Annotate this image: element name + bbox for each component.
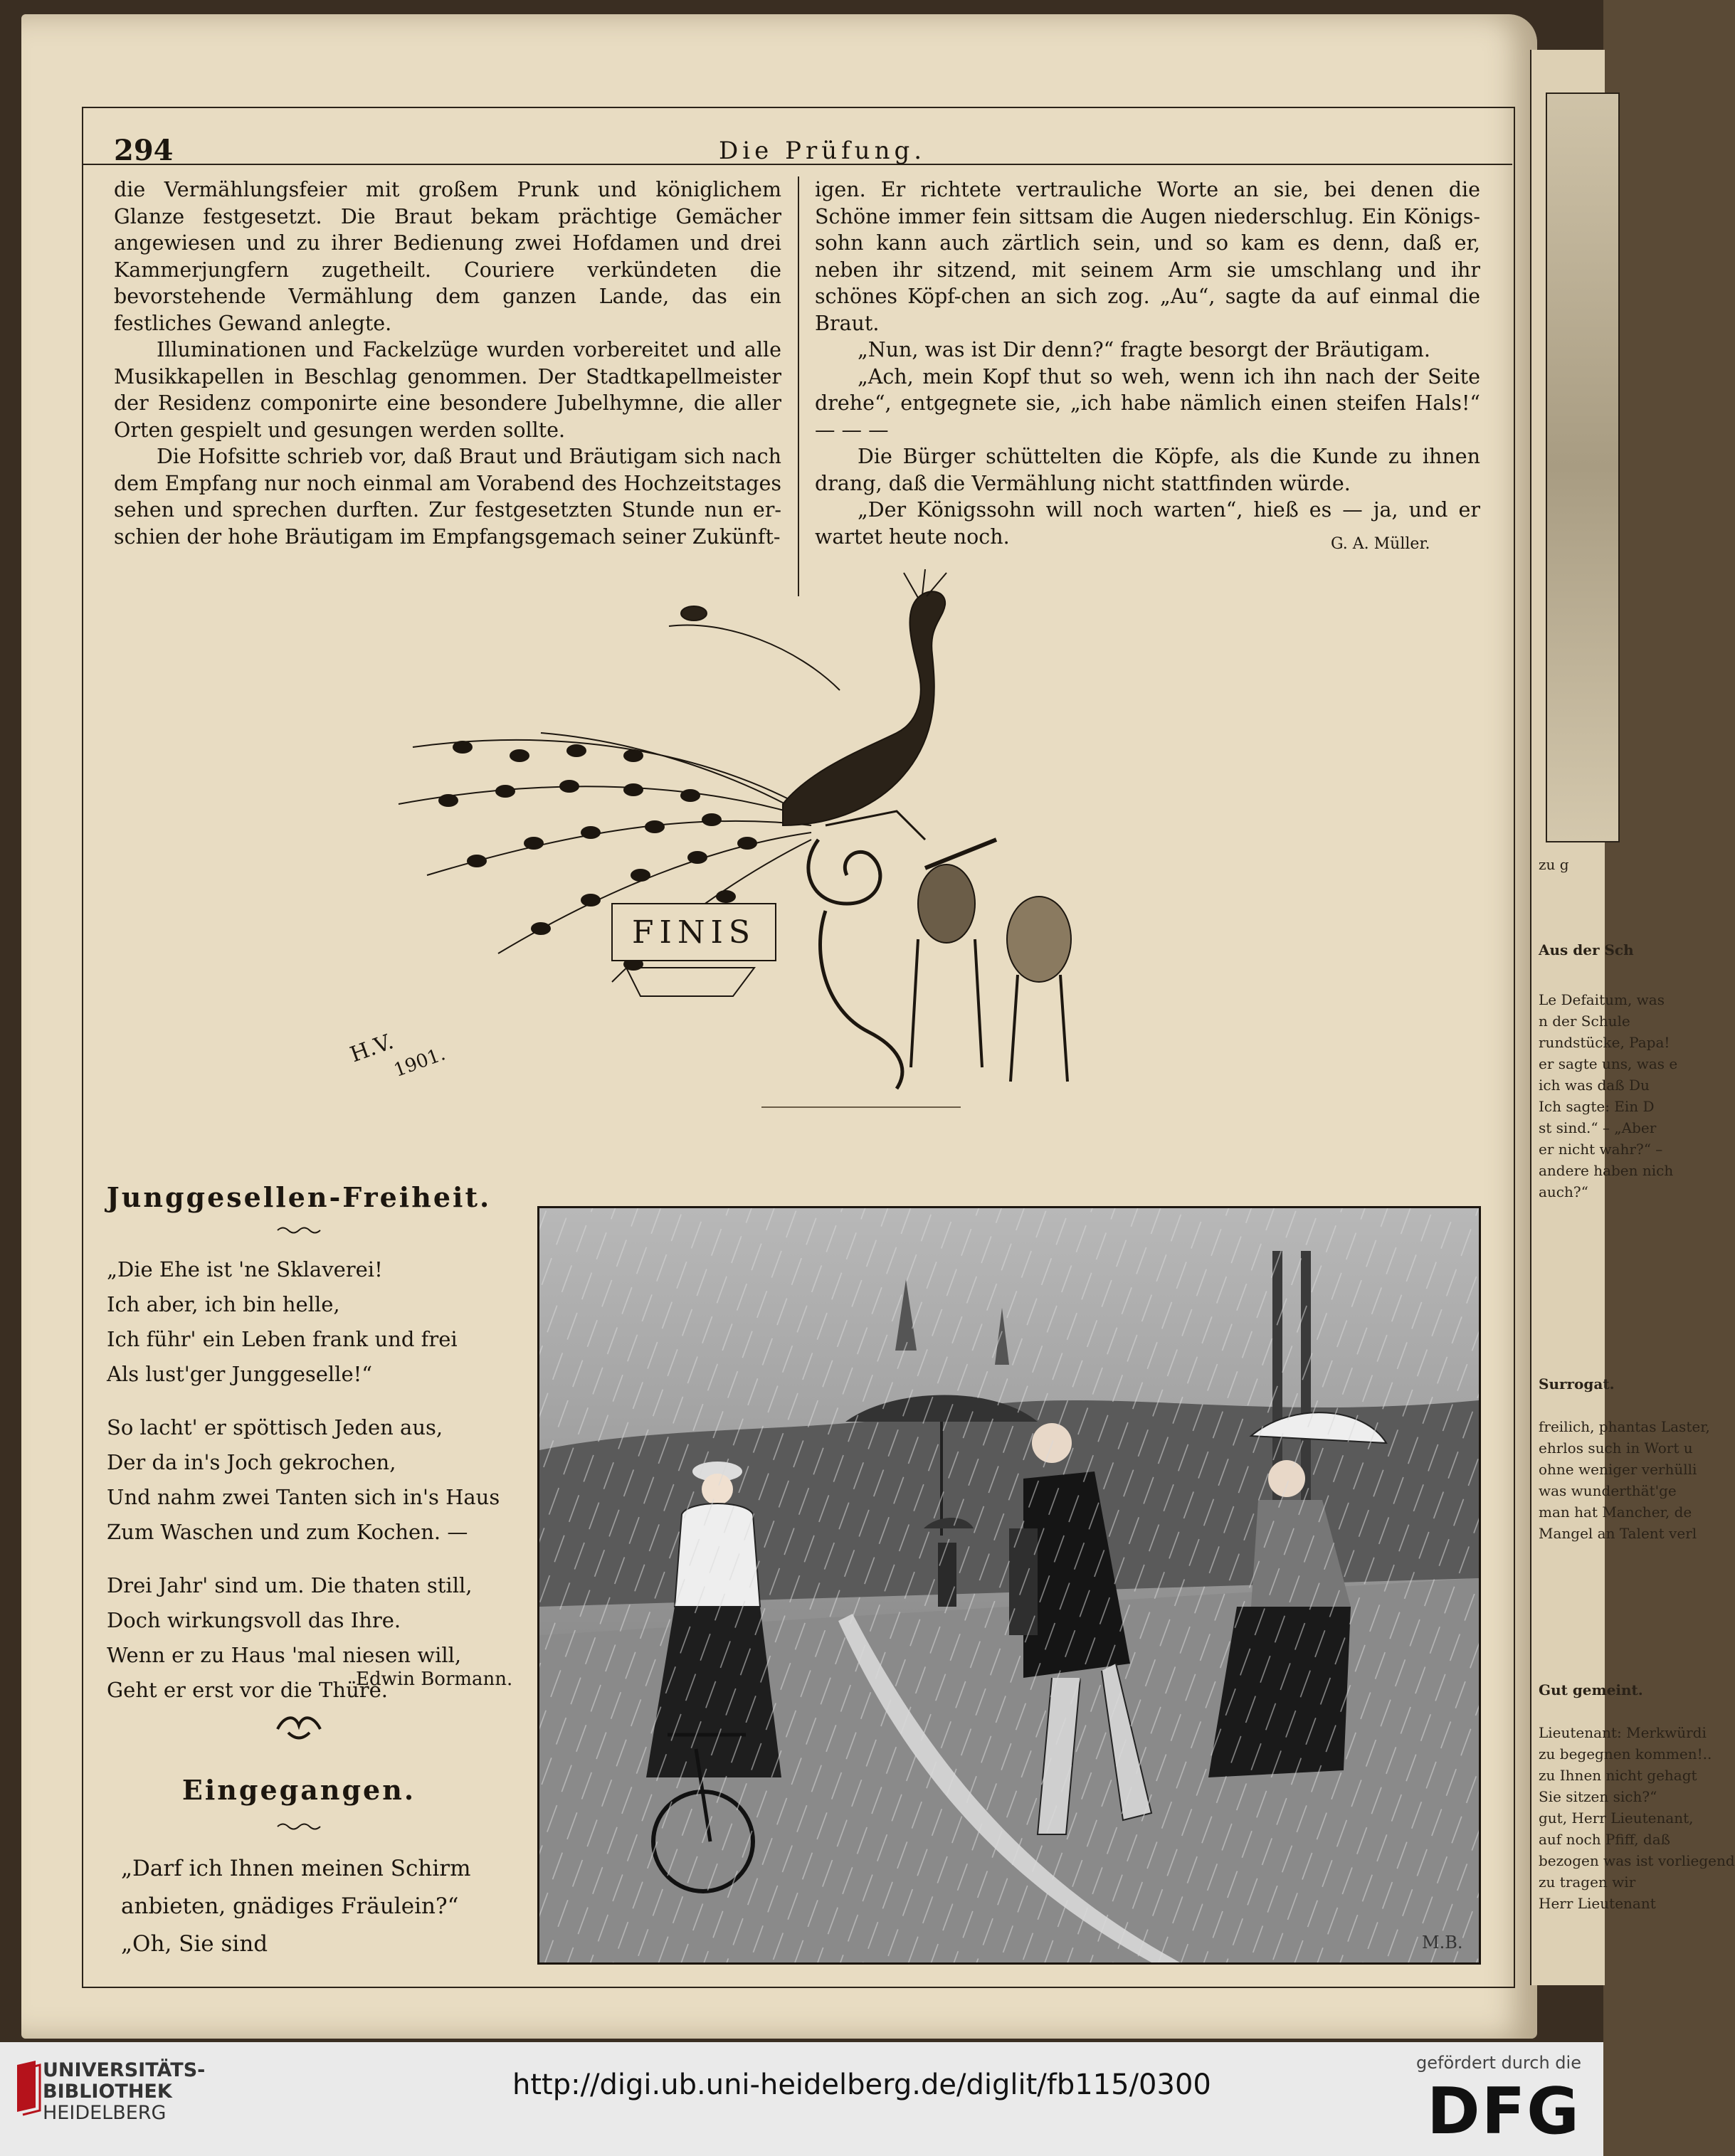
poem-line: Drei Jahr' sind um. Die thaten still, bbox=[107, 1573, 473, 1597]
poem-line: anbieten, gnädiges Fräulein?“ bbox=[121, 1893, 459, 1919]
poem-line: Und nahm zwei Tanten sich in's Haus bbox=[107, 1485, 500, 1509]
artist-year: 1901. bbox=[391, 1043, 448, 1082]
adjacent-page-line: was wunderthät'ge bbox=[1539, 1482, 1677, 1499]
adjacent-page-line: man hat Mancher, de bbox=[1539, 1504, 1692, 1521]
adjacent-page-heading: Surrogat. bbox=[1539, 1375, 1615, 1393]
finis-illustration bbox=[347, 569, 1139, 1096]
branch bbox=[669, 625, 840, 690]
adjacent-page-line: ich was daß Du bbox=[1539, 1077, 1650, 1094]
library-name-line: UNIVERSITÄTS- bbox=[43, 2059, 206, 2081]
dfg-logo: DFG bbox=[1427, 2074, 1581, 2149]
adjacent-page-line: Mangel an Talent verl bbox=[1539, 1525, 1697, 1542]
page-number: 294 bbox=[114, 134, 174, 167]
adjacent-page-heading: Aus der Sch bbox=[1539, 941, 1634, 958]
small-bird-icon bbox=[681, 606, 707, 620]
adjacent-page-text-block bbox=[1539, 989, 1678, 1203]
running-title: Die Prüfung. bbox=[719, 137, 927, 165]
adjacent-page-line: Lieutenant: Merkwürdi bbox=[1539, 1724, 1707, 1741]
section-separator bbox=[761, 1106, 961, 1108]
adjacent-page-line: andere haben nich bbox=[1539, 1162, 1674, 1179]
adjacent-page-text-block bbox=[1539, 1722, 1735, 1914]
paragraph: Die Bürger schüttelten die Köpfe, als die Kunde zu ihnen drang, daß die Vermählung nicht stattfinden würde. bbox=[815, 445, 1480, 495]
paragraph: die Vermählungsfeier mit großem Prunk und königlichem Glanze festgesetzt. Die Braut bekam prächtige Gemächer angewiesen und zu ihrer Bedienung zwei Hofdamen und drei Kammerjungfern zugetheilt. Couriere verkündeten die bevorstehende Vermählung dem ganzen Lande, das ein festliches Gewand anlegte. bbox=[114, 178, 781, 335]
poem-line: „Oh, Sie sind bbox=[121, 1931, 268, 1957]
adjacent-page-line: ohne weniger verhülli bbox=[1539, 1461, 1697, 1478]
adjacent-page-line: er sagte uns, was e bbox=[1539, 1055, 1678, 1072]
peacock-body bbox=[783, 591, 945, 825]
poem-line: Doch wirkungsvoll das Ihre. bbox=[107, 1608, 401, 1632]
adjacent-page-line: gut, Herr Lieutenant, bbox=[1539, 1809, 1694, 1827]
library-name-line: BIBLIOTHEK bbox=[43, 2081, 172, 2103]
adjacent-page-line: zu Ihnen nicht gehagt bbox=[1539, 1767, 1697, 1784]
adjacent-page-edge bbox=[1530, 50, 1735, 1985]
adjacent-page-line: Ich sagte: Ein D bbox=[1539, 1098, 1655, 1115]
adjacent-page-line: freilich, phantas Laster, bbox=[1539, 1418, 1710, 1435]
poem-body bbox=[107, 1252, 505, 1726]
poem-line: Der da in's Joch gekrochen, bbox=[107, 1450, 396, 1474]
poem-line: So lacht' er spöttisch Jeden aus, bbox=[107, 1415, 443, 1439]
poem-title: Eingegangen. bbox=[181, 1774, 416, 1806]
adjacent-page-line: auch?“ bbox=[1539, 1183, 1588, 1200]
adjacent-page-line: st sind.“ – „Aber bbox=[1539, 1119, 1657, 1136]
poem-body bbox=[121, 1850, 520, 1963]
paragraph: „Der Königssohn will noch warten“, hieß es — ja, und er wartet heute noch. bbox=[815, 498, 1480, 549]
poem-line: Als lust'ger Junggeselle!“ bbox=[107, 1362, 373, 1386]
poem-stanza bbox=[107, 1410, 505, 1550]
poem-line: Wenn er zu Haus 'mal niesen will, bbox=[107, 1643, 462, 1667]
poem-stanza bbox=[107, 1252, 505, 1392]
poem-line: „Darf ich Ihnen meinen Schirm bbox=[121, 1856, 471, 1881]
university-library-logo-icon bbox=[14, 2058, 43, 2115]
paragraph: „Ach, mein Kopf thut so weh, wenn ich ihn nach der Seite drehe“, entgegnete sie, „ich habe nämlich einen steifen Hals!“ — — — bbox=[815, 364, 1480, 442]
paragraph: Illuminationen und Fackelzüge wurden vorbereitet und alle Musikkapellen in Beschlag genommen. Der Stadtkapellmeister der Residenz componirte eine besondere Jubelhymne, die aller Orten gespielt und gesungen werden sollte. bbox=[114, 338, 781, 442]
adjacent-page-text-block bbox=[1539, 1416, 1710, 1544]
adjacent-page-line: Le Defaitum, was bbox=[1539, 991, 1665, 1008]
adjacent-page-line: bezogen was ist vorliegend bbox=[1539, 1852, 1735, 1869]
adjacent-page-line: auf noch Pfiff, daß bbox=[1539, 1831, 1671, 1848]
cartoon-monogram: M.B. bbox=[1422, 1933, 1463, 1952]
adjacent-page-line: Herr Lieutenant bbox=[1539, 1895, 1656, 1912]
story-column-left bbox=[114, 176, 781, 550]
adjacent-page-heading: Gut gemeint. bbox=[1539, 1681, 1643, 1698]
column-divider bbox=[798, 176, 799, 596]
artist-signature: H.V. bbox=[347, 1029, 397, 1068]
cartoon-illustration bbox=[537, 1206, 1481, 1965]
poem-line: Ich führ' ein Leben frank und frei bbox=[107, 1327, 458, 1351]
wave-ornament bbox=[278, 1822, 320, 1832]
library-name-line: HEIDELBERG bbox=[43, 2102, 167, 2124]
paragraph: Die Hofsitte schrieb vor, daß Braut und Bräutigam sich nach dem Empfang nur noch einmal am Vorabend des Hochzeitstages sehen und sprechen durften. Zur festgesetzten Stunde nun er-schien der hohe Bräutigam im Empfangsgemach seiner Zukünft- bbox=[114, 445, 781, 549]
musician-figures bbox=[911, 840, 1071, 1082]
poem-line: Zum Waschen und zum Kochen. — bbox=[107, 1520, 468, 1544]
adjacent-page-line: zu tragen wir bbox=[1539, 1874, 1636, 1891]
permalink-url[interactable]: http://digi.ub.uni-heidelberg.de/diglit/fb115/0300 bbox=[512, 2068, 1211, 2101]
adjacent-page-line: zu begegnen kommen!.. bbox=[1539, 1745, 1712, 1763]
poem-line: Ich aber, ich bin helle, bbox=[107, 1292, 340, 1316]
finis-label: FINIS bbox=[632, 914, 756, 951]
wave-ornament bbox=[278, 1225, 320, 1235]
paragraph: „Nun, was ist Dir denn?“ fragte besorgt der Bräutigam. bbox=[858, 338, 1430, 361]
adjacent-page-line: ehrlos such in Wort u bbox=[1539, 1439, 1693, 1457]
adjacent-page-line: er nicht wahr?“ – bbox=[1539, 1141, 1663, 1158]
library-name bbox=[43, 2060, 205, 2124]
story-signature: G. A. Müller. bbox=[1331, 535, 1430, 553]
adjacent-page-illustration bbox=[1546, 93, 1620, 842]
paragraph: igen. Er richtete vertrauliche Worte an sie, bei denen die Schöne immer fein sittsam die Augen niederschlug. Ein Königs-sohn kann auch zärtlich sein, und so kam es denn, daß er, neben ihr sitzend, mit seinem Arm sie umschlang und ihr schönes Köpf-chen an sich zog. „Au“, sagte da auf einmal die Braut. bbox=[815, 178, 1480, 335]
story-column-right bbox=[815, 176, 1480, 550]
poem-line: „Die Ehe ist 'ne Sklaverei! bbox=[107, 1257, 383, 1282]
adjacent-page-line: rundstücke, Papa! bbox=[1539, 1034, 1670, 1051]
adjacent-page-line: Sie sitzen sich?“ bbox=[1539, 1788, 1657, 1805]
poem-line: Geht er erst vor die Thüre. bbox=[107, 1678, 388, 1702]
flourish-icon bbox=[274, 1708, 324, 1743]
ornament-scroll bbox=[808, 840, 902, 1089]
adjacent-page-text: zu g bbox=[1539, 856, 1569, 873]
poem-title: Junggesellen-Freiheit. bbox=[106, 1181, 492, 1213]
adjacent-page-line: n der Schule bbox=[1539, 1013, 1630, 1030]
funded-by-label: gefördert durch die bbox=[1416, 2053, 1581, 2073]
poem-author: Edwin Bormann. bbox=[356, 1669, 513, 1690]
